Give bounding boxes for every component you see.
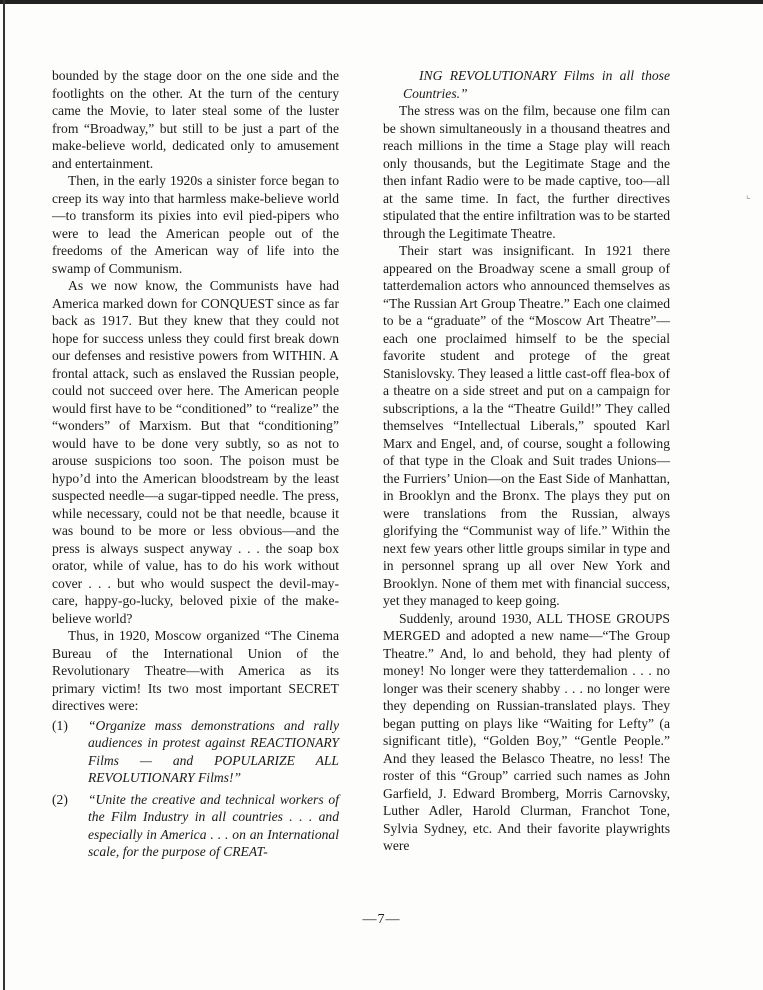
paragraph: Thus, in 1920, Moscow organized “The Cinema Bureau of the International Union of the Revolutionary Theatre—with America as its primary victim! Its two most important SECRET directives were: [52,628,339,713]
paragraph: As we now know, the Communists have had America marked down for CONQUEST since as far back as 1917. But they knew that they could not hope for success unless they could first break down our defenses and resistive powers from WITHIN. A frontal attack, such as enslaved the Russian people, could not succeed over here. The American people would first have to be “conditioned” to “realize” the “wonders” of Marxism. But that “conditioning” would have to be done very subtly, so as not to arouse suspicions too soon. The poison must be hypo’d into the American bloodstream by the least suspected needle—a sugar-tipped needle. The press, while necessary, could not be that needle, bcause it was bound to be more or less obvious—and the press is always suspect anyway . . . the soap box orator, while of value, has to do his work without cover . . . but who would suspect the devil-may-care, happy-go-lucky, beloved pixie of the make-believe world? [52,278,339,626]
directive-number: (1) [52,717,68,733]
directive-text: “Unite the creative and technical workers of the Film Industry in all countries . . . and especially in America . . . on an International scale, for the purpose of CREAT- [88,791,339,859]
right-column [383,67,670,855]
paragraph: The stress was on the film, because one film can be shown simultaneously in a thousand theatres and reach millions in the time a Stage play will reach only thousands, but the Legitimate Stage and the then infant Radio were to be made captive, too—all at the same time. In fact, the further directives stipulated that the entire infiltration was to be started through the Legitimate Theatre. [383,103,670,241]
left-border-rule [3,0,5,990]
margin-mark: ⌞ [746,190,751,201]
directive-text: “Organize mass demonstrations and rally audiences in protest against REACTIONARY Films — and POPULARIZE ALL REVOLUTIONARY Films!” [88,717,339,785]
page-number: —7— [362,912,401,927]
top-border-rule [0,0,763,4]
directive-continuation: ING REVOLUTIONARY Films in all those Countries.” [403,68,670,101]
left-column [52,67,339,865]
paragraph: Then, in the early 1920s a sinister force began to creep its way into that harmless make-believe world—to transform its pixies into evil pied-pipers who were to lead the American people out of the freedoms of the American way of life into the swamp of Communism. [52,173,339,276]
directive-item [52,717,339,787]
paragraph: Their start was insignificant. In 1921 there appeared on the Broadway scene a small group of tatterdemalion actors who announced themselves as “The Russian Art Group Theatre.” Each one claimed to be a “graduate” of the “Moscow Art Theatre”—each one proclaimed himself to be the special favorite student and protege of the great Stanislovsky. They leased a little cast-off flea-box of a theatre on a side street and put on a campaign for subscriptions, a la the “Theatre Guild!” They called themselves “Intellectual Liberals,” spouted Karl Marx and Engel, and, of course, sought a following of that type in the Cloak and Suit trades Unions—the Furriers’ Union—on the East Side of Manhattan, in Brooklyn and the Bronx. The plays they put on were translations from the Russian, always glorifying the “Communist way of life.” Within the next few years other little groups similar in type and in personnel sprang up all over New York and Brooklyn. None of them met with financial success, yet they managed to keep going. [383,243,670,608]
paragraph: Suddenly, around 1930, ALL THOSE GROUPS MERGED and adopted a new name—“The Group Theatre.” And, lo and behold, they had plenty of money! No longer were they tatterdemalion . . . no longer was their scenery shabby . . . no longer were they depending on Russian-translated plays. They began putting on plays like “Waiting for Lefty” (a significant title), “Golden Boy,” “Gentle People.” And they leased the Belasco Theatre, no less! The roster of this “Group” carried such names as John Garfield, J. Edward Bromberg, Morris Carnovsky, Luther Adler, Harold Clurman, Franchot Tone, Sylvia Sydney, etc. And their favorite playwrights were [383,610,670,853]
directive-number: (2) [52,791,68,807]
directives-list [52,717,339,861]
paragraph: bounded by the stage door on the one side and the footlights on the other. At the turn of the century came the Movie, to later steal some of the luster from “Broadway,” but still to be just a part of the make-believe world, dedicated only to amusement and entertainment. [52,68,339,171]
directive-item [52,791,339,861]
